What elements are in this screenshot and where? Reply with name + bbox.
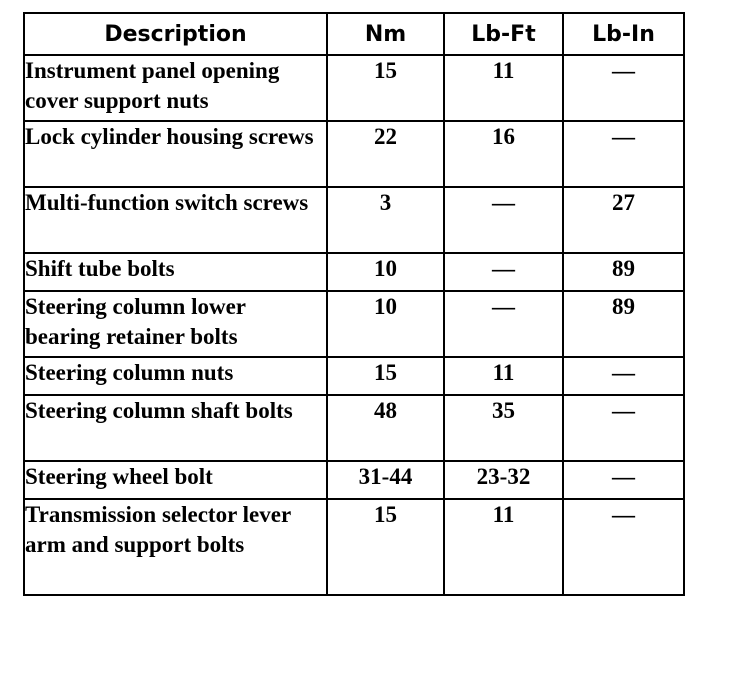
- table-row: [24, 395, 684, 461]
- nm-cell: 31-44: [327, 461, 444, 499]
- lb-ft-cell: 16: [444, 121, 563, 187]
- lb-in-cell: 27: [563, 187, 684, 253]
- lb-in-cell: 89: [563, 253, 684, 291]
- nm-cell: 10: [327, 253, 444, 291]
- description-cell: Steering column nuts: [24, 357, 327, 395]
- table-row: [24, 357, 684, 395]
- lb-in-cell: —: [563, 357, 684, 395]
- description-cell: Multi-function switch screws: [24, 187, 327, 253]
- nm-cell: 15: [327, 55, 444, 121]
- table-row: [24, 253, 684, 291]
- header-lb-ft: Lb-Ft: [444, 13, 563, 55]
- lb-ft-cell: —: [444, 291, 563, 357]
- lb-ft-cell: —: [444, 253, 563, 291]
- lb-ft-cell: —: [444, 187, 563, 253]
- description-cell: Instrument panel opening cover support nuts: [24, 55, 327, 121]
- lb-ft-cell: 11: [444, 357, 563, 395]
- description-cell: Lock cylinder housing screws: [24, 121, 327, 187]
- description-cell: Steering wheel bolt: [24, 461, 327, 499]
- table-row: [24, 499, 684, 595]
- table-row: [24, 461, 684, 499]
- table-row: [24, 55, 684, 121]
- header-lb-in: Lb-In: [563, 13, 684, 55]
- lb-in-cell: 89: [563, 291, 684, 357]
- description-cell: Steering column lower bearing retainer bolts: [24, 291, 327, 357]
- header-nm: Nm: [327, 13, 444, 55]
- description-cell: Shift tube bolts: [24, 253, 327, 291]
- lb-ft-cell: 35: [444, 395, 563, 461]
- description-cell: Steering column shaft bolts: [24, 395, 327, 461]
- lb-in-cell: —: [563, 121, 684, 187]
- nm-cell: 48: [327, 395, 444, 461]
- torque-spec-table: [23, 12, 685, 596]
- table-row: [24, 187, 684, 253]
- lb-in-cell: —: [563, 461, 684, 499]
- description-cell: Transmission selector lever arm and support bolts: [24, 499, 327, 595]
- table-row: [24, 121, 684, 187]
- lb-ft-cell: 23-32: [444, 461, 563, 499]
- header-description: Description: [24, 13, 327, 55]
- nm-cell: 15: [327, 357, 444, 395]
- table-row: [24, 291, 684, 357]
- nm-cell: 22: [327, 121, 444, 187]
- nm-cell: 15: [327, 499, 444, 595]
- lb-in-cell: —: [563, 395, 684, 461]
- lb-ft-cell: 11: [444, 499, 563, 595]
- nm-cell: 10: [327, 291, 444, 357]
- lb-in-cell: —: [563, 499, 684, 595]
- nm-cell: 3: [327, 187, 444, 253]
- header-row: [24, 13, 684, 55]
- lb-in-cell: —: [563, 55, 684, 121]
- lb-ft-cell: 11: [444, 55, 563, 121]
